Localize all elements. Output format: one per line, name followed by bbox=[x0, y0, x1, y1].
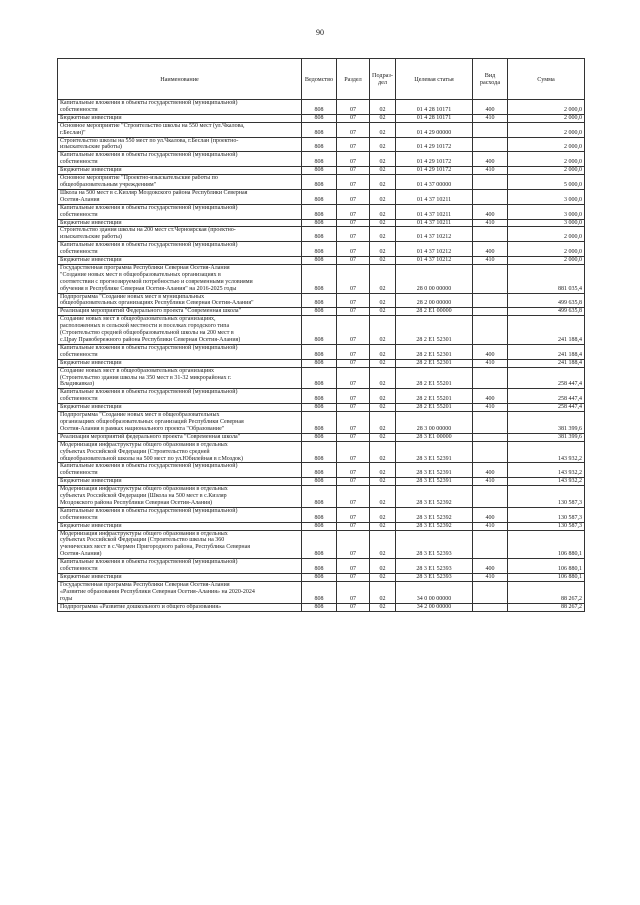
table-row bbox=[58, 478, 585, 486]
row-subsection-cell: 02 bbox=[370, 316, 396, 345]
row-kind-cell bbox=[473, 122, 508, 137]
row-subsection-cell: 02 bbox=[370, 189, 396, 204]
row-kind-cell bbox=[473, 189, 508, 204]
table-row bbox=[58, 308, 585, 316]
row-article-cell: 28 3 Е1 52391 bbox=[396, 463, 473, 478]
row-kind-cell: 400 bbox=[473, 389, 508, 404]
row-article-cell: 01 4 37 00000 bbox=[396, 175, 473, 190]
row-kind-cell: 410 bbox=[473, 257, 508, 265]
row-name-cell: Капитальные вложения в объекты государственной (муниципальной) собственности bbox=[58, 389, 302, 404]
row-kind-cell: 400 bbox=[473, 344, 508, 359]
row-dept-cell: 808 bbox=[302, 175, 337, 190]
row-dept-cell: 808 bbox=[302, 189, 337, 204]
table-row bbox=[58, 507, 585, 522]
row-kind-cell bbox=[473, 441, 508, 463]
row-section-cell: 07 bbox=[337, 412, 370, 434]
row-dept-cell: 808 bbox=[302, 367, 337, 389]
row-dept-cell: 808 bbox=[302, 559, 337, 574]
table-row bbox=[58, 114, 585, 122]
row-section-cell: 07 bbox=[337, 478, 370, 486]
row-kind-cell bbox=[473, 316, 508, 345]
row-kind-cell bbox=[473, 137, 508, 152]
page-number: 90 bbox=[316, 28, 324, 37]
row-kind-cell: 410 bbox=[473, 359, 508, 367]
row-name-cell: Подпрограмма "Создание новых мест в общеобразовательных организациях общеобразовательных организаций Республики Северная Осетия-Алания в рамках национального проекта "Образование" bbox=[58, 412, 302, 434]
row-kind-cell bbox=[473, 412, 508, 434]
row-subsection-cell: 02 bbox=[370, 167, 396, 175]
row-subsection-cell: 02 bbox=[370, 227, 396, 242]
row-article-cell: 28 3 Е1 52391 bbox=[396, 478, 473, 486]
row-dept-cell: 808 bbox=[302, 441, 337, 463]
table-row bbox=[58, 603, 585, 611]
row-article-cell: 01 4 37 10212 bbox=[396, 227, 473, 242]
table-row bbox=[58, 433, 585, 441]
row-kind-cell: 410 bbox=[473, 522, 508, 530]
table-row bbox=[58, 463, 585, 478]
row-subsection-cell: 02 bbox=[370, 137, 396, 152]
row-kind-cell bbox=[473, 227, 508, 242]
row-sum-cell: 2 000,0 bbox=[508, 137, 585, 152]
row-name-cell: Капитальные вложения в объекты государственной (муниципальной) собственности bbox=[58, 242, 302, 257]
row-article-cell: 34 0 00 00000 bbox=[396, 581, 473, 603]
row-subsection-cell: 02 bbox=[370, 486, 396, 508]
row-subsection-cell: 02 bbox=[370, 603, 396, 611]
row-dept-cell: 808 bbox=[302, 242, 337, 257]
row-sum-cell: 143 932,2 bbox=[508, 478, 585, 486]
row-name-cell: Реализация мероприятий федерального проекта "Современная школа" bbox=[58, 433, 302, 441]
row-section-cell: 07 bbox=[337, 359, 370, 367]
row-section-cell: 07 bbox=[337, 581, 370, 603]
row-article-cell: 01 4 37 10211 bbox=[396, 204, 473, 219]
row-section-cell: 07 bbox=[337, 175, 370, 190]
table-body bbox=[58, 100, 585, 612]
row-section-cell: 07 bbox=[337, 264, 370, 293]
row-dept-cell: 808 bbox=[302, 257, 337, 265]
row-dept-cell: 808 bbox=[302, 308, 337, 316]
row-dept-cell: 808 bbox=[302, 486, 337, 508]
header-kind: Вид расхода bbox=[473, 59, 508, 100]
table-row bbox=[58, 100, 585, 115]
row-dept-cell: 808 bbox=[302, 137, 337, 152]
row-subsection-cell: 02 bbox=[370, 412, 396, 434]
row-dept-cell: 808 bbox=[302, 404, 337, 412]
row-sum-cell: 3 000,0 bbox=[508, 219, 585, 227]
row-dept-cell: 808 bbox=[302, 316, 337, 345]
row-article-cell: 01 4 29 10172 bbox=[396, 167, 473, 175]
row-sum-cell: 2 000,0 bbox=[508, 167, 585, 175]
table-row bbox=[58, 137, 585, 152]
row-name-cell: Капитальные вложения в объекты государственной (муниципальной) собственности bbox=[58, 100, 302, 115]
row-sum-cell: 143 932,2 bbox=[508, 441, 585, 463]
row-name-cell: Государственная программа Республики Северная Осетия-Алания «Развитие образования Республики Северная Осетия-Алания» на 2020-2024 годы bbox=[58, 581, 302, 603]
row-dept-cell: 808 bbox=[302, 204, 337, 219]
row-subsection-cell: 02 bbox=[370, 367, 396, 389]
row-kind-cell bbox=[473, 308, 508, 316]
row-subsection-cell: 02 bbox=[370, 530, 396, 559]
row-dept-cell: 808 bbox=[302, 227, 337, 242]
row-article-cell: 28 2 Е1 55201 bbox=[396, 389, 473, 404]
row-section-cell: 07 bbox=[337, 308, 370, 316]
table-row bbox=[58, 486, 585, 508]
row-sum-cell: 241 188,4 bbox=[508, 344, 585, 359]
table-row bbox=[58, 581, 585, 603]
row-subsection-cell: 02 bbox=[370, 204, 396, 219]
row-article-cell: 28 3 Е1 52393 bbox=[396, 574, 473, 582]
row-section-cell: 07 bbox=[337, 100, 370, 115]
row-kind-cell bbox=[473, 603, 508, 611]
row-section-cell: 07 bbox=[337, 189, 370, 204]
row-article-cell: 01 4 29 10172 bbox=[396, 152, 473, 167]
row-sum-cell: 106 880,1 bbox=[508, 559, 585, 574]
row-subsection-cell: 02 bbox=[370, 100, 396, 115]
row-kind-cell bbox=[473, 530, 508, 559]
row-section-cell: 07 bbox=[337, 152, 370, 167]
row-name-cell: Модернизация инфраструктуры общего образования в отдельных субъектах Российской Федерации (Школа на 500 мест в с.Кизляр Моздокского района Республики Северная Осетия-Алания) bbox=[58, 486, 302, 508]
table-row bbox=[58, 530, 585, 559]
header-article: Целевая статья bbox=[396, 59, 473, 100]
table-header-row bbox=[58, 59, 585, 100]
row-section-cell: 07 bbox=[337, 204, 370, 219]
row-kind-cell: 410 bbox=[473, 574, 508, 582]
row-subsection-cell: 02 bbox=[370, 359, 396, 367]
table-row bbox=[58, 175, 585, 190]
table-row bbox=[58, 264, 585, 293]
row-article-cell: 28 3 Е1 52391 bbox=[396, 441, 473, 463]
row-section-cell: 07 bbox=[337, 367, 370, 389]
row-section-cell: 07 bbox=[337, 242, 370, 257]
row-name-cell: Капитальные вложения в объекты государственной (муниципальной) собственности bbox=[58, 152, 302, 167]
header-section: Раздел bbox=[337, 59, 370, 100]
row-subsection-cell: 02 bbox=[370, 242, 396, 257]
row-article-cell: 28 2 Е1 55201 bbox=[396, 367, 473, 389]
row-dept-cell: 808 bbox=[302, 152, 337, 167]
row-subsection-cell: 02 bbox=[370, 507, 396, 522]
row-name-cell: Государственная программа Республики Северная Осетия-Алания "Создание новых мест в общеобразовательных организациях в соответствии с прогнозируемой потребностью и современными условиями обучения в Республике Северная Осетия-Алания" на 2016-2025 годы bbox=[58, 264, 302, 293]
row-dept-cell: 808 bbox=[302, 167, 337, 175]
row-section-cell: 07 bbox=[337, 122, 370, 137]
row-sum-cell: 130 587,3 bbox=[508, 507, 585, 522]
row-section-cell: 07 bbox=[337, 530, 370, 559]
row-dept-cell: 808 bbox=[302, 478, 337, 486]
row-section-cell: 07 bbox=[337, 603, 370, 611]
row-section-cell: 07 bbox=[337, 316, 370, 345]
row-article-cell: 28 0 00 00000 bbox=[396, 264, 473, 293]
row-sum-cell: 2 000,0 bbox=[508, 242, 585, 257]
row-dept-cell: 808 bbox=[302, 433, 337, 441]
row-sum-cell: 241 188,4 bbox=[508, 316, 585, 345]
row-article-cell: 28 3 Е1 52393 bbox=[396, 559, 473, 574]
row-name-cell: Капитальные вложения в объекты государственной (муниципальной) собственности bbox=[58, 463, 302, 478]
row-subsection-cell: 02 bbox=[370, 264, 396, 293]
row-name-cell: Модернизация инфраструктуры общего образования в отдельных субъектах Российской Федерации (Строительство средней общеобразовательной школы на 500 мест по ул.Юбилейная в г.Моздок) bbox=[58, 441, 302, 463]
row-sum-cell: 241 188,4 bbox=[508, 359, 585, 367]
row-dept-cell: 808 bbox=[302, 219, 337, 227]
row-name-cell: Подпрограмма «Развитие дошкольного и общего образования» bbox=[58, 603, 302, 611]
row-article-cell: 01 4 37 10212 bbox=[396, 257, 473, 265]
row-subsection-cell: 02 bbox=[370, 574, 396, 582]
row-subsection-cell: 02 bbox=[370, 344, 396, 359]
row-kind-cell bbox=[473, 433, 508, 441]
row-name-cell: Капитальные вложения в объекты государственной (муниципальной) собственности bbox=[58, 204, 302, 219]
row-subsection-cell: 02 bbox=[370, 257, 396, 265]
table-row bbox=[58, 219, 585, 227]
row-sum-cell: 2 000,0 bbox=[508, 227, 585, 242]
table-row bbox=[58, 204, 585, 219]
row-dept-cell: 808 bbox=[302, 344, 337, 359]
row-sum-cell: 2 000,0 bbox=[508, 122, 585, 137]
table-row bbox=[58, 189, 585, 204]
row-sum-cell: 258 447,4 bbox=[508, 389, 585, 404]
row-sum-cell: 499 635,8 bbox=[508, 293, 585, 308]
row-name-cell: Строительство здания школы на 200 мест ст.Черноярская (проектно- изыскательские работы) bbox=[58, 227, 302, 242]
row-name-cell: Бюджетные инвестиции bbox=[58, 522, 302, 530]
row-name-cell: Бюджетные инвестиции bbox=[58, 167, 302, 175]
row-name-cell: Создание новых мест в общеобразовательных организациях (Строительство здания школы на 350 мест в 31-32 микрорайонах г. Владикавказ) bbox=[58, 367, 302, 389]
row-dept-cell: 808 bbox=[302, 574, 337, 582]
row-sum-cell: 3 000,0 bbox=[508, 204, 585, 219]
row-sum-cell: 381 399,6 bbox=[508, 412, 585, 434]
row-kind-cell: 400 bbox=[473, 152, 508, 167]
header-dept: Ведомство bbox=[302, 59, 337, 100]
row-kind-cell: 410 bbox=[473, 219, 508, 227]
table-row bbox=[58, 293, 585, 308]
row-sum-cell: 5 000,0 bbox=[508, 175, 585, 190]
row-kind-cell bbox=[473, 367, 508, 389]
row-subsection-cell: 02 bbox=[370, 441, 396, 463]
row-subsection-cell: 02 bbox=[370, 581, 396, 603]
row-section-cell: 07 bbox=[337, 559, 370, 574]
table-row bbox=[58, 559, 585, 574]
row-sum-cell: 258 447,4 bbox=[508, 367, 585, 389]
row-kind-cell bbox=[473, 486, 508, 508]
row-dept-cell: 808 bbox=[302, 359, 337, 367]
row-subsection-cell: 02 bbox=[370, 219, 396, 227]
header-sum: Сумма bbox=[508, 59, 585, 100]
row-article-cell: 28 2 Е1 00000 bbox=[396, 308, 473, 316]
row-article-cell: 28 2 Е1 52301 bbox=[396, 316, 473, 345]
row-section-cell: 07 bbox=[337, 293, 370, 308]
row-section-cell: 07 bbox=[337, 574, 370, 582]
table-row bbox=[58, 167, 585, 175]
row-kind-cell: 400 bbox=[473, 463, 508, 478]
row-kind-cell bbox=[473, 175, 508, 190]
table-row bbox=[58, 389, 585, 404]
row-dept-cell: 808 bbox=[302, 463, 337, 478]
row-sum-cell: 106 880,1 bbox=[508, 530, 585, 559]
row-dept-cell: 808 bbox=[302, 100, 337, 115]
row-article-cell: 28 2 Е1 52301 bbox=[396, 344, 473, 359]
table-row bbox=[58, 242, 585, 257]
table-row bbox=[58, 359, 585, 367]
row-dept-cell: 808 bbox=[302, 389, 337, 404]
table-row bbox=[58, 412, 585, 434]
header-name: Наименование bbox=[58, 59, 302, 100]
row-sum-cell: 88 267,2 bbox=[508, 603, 585, 611]
row-subsection-cell: 02 bbox=[370, 559, 396, 574]
row-name-cell: Основное мероприятие "Строительство школы на 550 мест (ул.Чкалова, г.Беслан)" bbox=[58, 122, 302, 137]
row-dept-cell: 808 bbox=[302, 530, 337, 559]
row-kind-cell: 400 bbox=[473, 559, 508, 574]
row-name-cell: Капитальные вложения в объекты государственной (муниципальной) собственности bbox=[58, 507, 302, 522]
table-row bbox=[58, 367, 585, 389]
row-kind-cell: 400 bbox=[473, 100, 508, 115]
row-section-cell: 07 bbox=[337, 389, 370, 404]
row-kind-cell: 410 bbox=[473, 404, 508, 412]
row-section-cell: 07 bbox=[337, 441, 370, 463]
row-section-cell: 07 bbox=[337, 219, 370, 227]
row-section-cell: 07 bbox=[337, 486, 370, 508]
row-kind-cell: 410 bbox=[473, 167, 508, 175]
row-sum-cell: 258 447,4 bbox=[508, 404, 585, 412]
row-article-cell: 28 3 00 00000 bbox=[396, 412, 473, 434]
row-article-cell: 01 4 29 10172 bbox=[396, 137, 473, 152]
row-sum-cell: 143 932,2 bbox=[508, 463, 585, 478]
table-row bbox=[58, 316, 585, 345]
table-row bbox=[58, 441, 585, 463]
row-article-cell: 28 2 Е1 55201 bbox=[396, 404, 473, 412]
row-sum-cell: 381 399,6 bbox=[508, 433, 585, 441]
row-name-cell: Бюджетные инвестиции bbox=[58, 404, 302, 412]
row-subsection-cell: 02 bbox=[370, 389, 396, 404]
budget-table bbox=[57, 58, 585, 612]
row-name-cell: Бюджетные инвестиции bbox=[58, 574, 302, 582]
row-sum-cell: 2 000,0 bbox=[508, 100, 585, 115]
row-article-cell: 28 2 Е1 52301 bbox=[396, 359, 473, 367]
table-row bbox=[58, 344, 585, 359]
row-section-cell: 07 bbox=[337, 137, 370, 152]
row-article-cell: 28 2 00 00000 bbox=[396, 293, 473, 308]
row-kind-cell: 400 bbox=[473, 204, 508, 219]
row-article-cell: 01 4 37 10212 bbox=[396, 242, 473, 257]
row-section-cell: 07 bbox=[337, 522, 370, 530]
row-kind-cell: 410 bbox=[473, 478, 508, 486]
row-sum-cell: 88 267,2 bbox=[508, 581, 585, 603]
table-row bbox=[58, 574, 585, 582]
row-sum-cell: 499 635,8 bbox=[508, 308, 585, 316]
row-subsection-cell: 02 bbox=[370, 122, 396, 137]
row-dept-cell: 808 bbox=[302, 114, 337, 122]
row-dept-cell: 808 bbox=[302, 122, 337, 137]
row-subsection-cell: 02 bbox=[370, 175, 396, 190]
header-subsection: Подраз- дел bbox=[370, 59, 396, 100]
row-kind-cell bbox=[473, 581, 508, 603]
row-sum-cell: 130 587,3 bbox=[508, 522, 585, 530]
row-name-cell: Основное мероприятие "Проектно-изыскательские работы по общеобразовательным учреждениям" bbox=[58, 175, 302, 190]
row-name-cell: Подпрограмма "Создание новых мест в муниципальных общеобразовательных организациях Республики Северная Осетия-Алания" bbox=[58, 293, 302, 308]
row-article-cell: 28 3 Е1 52392 bbox=[396, 507, 473, 522]
row-name-cell: Реализация мероприятий Федерального проекта "Современная школа" bbox=[58, 308, 302, 316]
table-row bbox=[58, 227, 585, 242]
row-subsection-cell: 02 bbox=[370, 293, 396, 308]
row-sum-cell: 2 000,0 bbox=[508, 257, 585, 265]
row-dept-cell: 808 bbox=[302, 522, 337, 530]
row-name-cell: Бюджетные инвестиции bbox=[58, 114, 302, 122]
row-sum-cell: 881 035,4 bbox=[508, 264, 585, 293]
row-section-cell: 07 bbox=[337, 114, 370, 122]
row-subsection-cell: 02 bbox=[370, 114, 396, 122]
table-row bbox=[58, 404, 585, 412]
row-subsection-cell: 02 bbox=[370, 433, 396, 441]
row-kind-cell: 410 bbox=[473, 114, 508, 122]
row-sum-cell: 2 000,0 bbox=[508, 152, 585, 167]
row-name-cell: Школа на 500 мест в с.Кизляр Моздокского района Республики Северная Осетия-Алания bbox=[58, 189, 302, 204]
row-article-cell: 28 3 Е1 52392 bbox=[396, 486, 473, 508]
row-kind-cell: 400 bbox=[473, 507, 508, 522]
row-section-cell: 07 bbox=[337, 463, 370, 478]
row-section-cell: 07 bbox=[337, 404, 370, 412]
row-sum-cell: 106 880,1 bbox=[508, 574, 585, 582]
row-name-cell: Бюджетные инвестиции bbox=[58, 359, 302, 367]
row-name-cell: Бюджетные инвестиции bbox=[58, 257, 302, 265]
row-subsection-cell: 02 bbox=[370, 404, 396, 412]
row-article-cell: 01 4 29 00000 bbox=[396, 122, 473, 137]
table-row bbox=[58, 152, 585, 167]
row-article-cell: 34 2 00 00000 bbox=[396, 603, 473, 611]
row-article-cell: 01 4 37 10211 bbox=[396, 219, 473, 227]
row-name-cell: Строительство школы на 550 мест по ул.Чкалова, г.Беслан (проектно- изыскательские работы) bbox=[58, 137, 302, 152]
row-name-cell: Бюджетные инвестиции bbox=[58, 219, 302, 227]
row-kind-cell bbox=[473, 293, 508, 308]
row-name-cell: Капитальные вложения в объекты государственной (муниципальной) собственности bbox=[58, 559, 302, 574]
row-article-cell: 01 4 28 10171 bbox=[396, 100, 473, 115]
row-section-cell: 07 bbox=[337, 344, 370, 359]
row-section-cell: 07 bbox=[337, 167, 370, 175]
row-article-cell: 01 4 28 10171 bbox=[396, 114, 473, 122]
row-article-cell: 28 3 Е1 00000 bbox=[396, 433, 473, 441]
row-name-cell: Модернизация инфраструктуры общего образования в отдельных субъектах Российской Федерации (Строительство школы на 360 ученических мест в с.Чермен Пригородного района, Республика Северная Осетия-Алания) bbox=[58, 530, 302, 559]
row-kind-cell: 400 bbox=[473, 242, 508, 257]
row-article-cell: 01 4 37 10211 bbox=[396, 189, 473, 204]
table-row bbox=[58, 257, 585, 265]
row-section-cell: 07 bbox=[337, 257, 370, 265]
row-dept-cell: 808 bbox=[302, 581, 337, 603]
row-section-cell: 07 bbox=[337, 507, 370, 522]
row-dept-cell: 808 bbox=[302, 264, 337, 293]
row-name-cell: Капитальные вложения в объекты государственной (муниципальной) собственности bbox=[58, 344, 302, 359]
row-dept-cell: 808 bbox=[302, 412, 337, 434]
row-article-cell: 28 3 Е1 52392 bbox=[396, 522, 473, 530]
row-dept-cell: 808 bbox=[302, 293, 337, 308]
table-row bbox=[58, 522, 585, 530]
row-subsection-cell: 02 bbox=[370, 522, 396, 530]
row-name-cell: Создание новых мест в общеобразовательных организациях, расположенных в сельской местности и поселках городского типа (Строительство средней общеобразовательной школы на 200 мест в с.Црау Правобережного района Республики Северная Осетия-Алания) bbox=[58, 316, 302, 345]
table-row bbox=[58, 122, 585, 137]
row-kind-cell bbox=[473, 264, 508, 293]
row-sum-cell: 130 587,3 bbox=[508, 486, 585, 508]
row-dept-cell: 808 bbox=[302, 507, 337, 522]
row-subsection-cell: 02 bbox=[370, 478, 396, 486]
row-name-cell: Бюджетные инвестиции bbox=[58, 478, 302, 486]
row-subsection-cell: 02 bbox=[370, 463, 396, 478]
row-section-cell: 07 bbox=[337, 227, 370, 242]
row-subsection-cell: 02 bbox=[370, 308, 396, 316]
row-dept-cell: 808 bbox=[302, 603, 337, 611]
row-sum-cell: 3 000,0 bbox=[508, 189, 585, 204]
row-subsection-cell: 02 bbox=[370, 152, 396, 167]
row-article-cell: 28 3 Е1 52393 bbox=[396, 530, 473, 559]
row-section-cell: 07 bbox=[337, 433, 370, 441]
row-sum-cell: 2 000,0 bbox=[508, 114, 585, 122]
